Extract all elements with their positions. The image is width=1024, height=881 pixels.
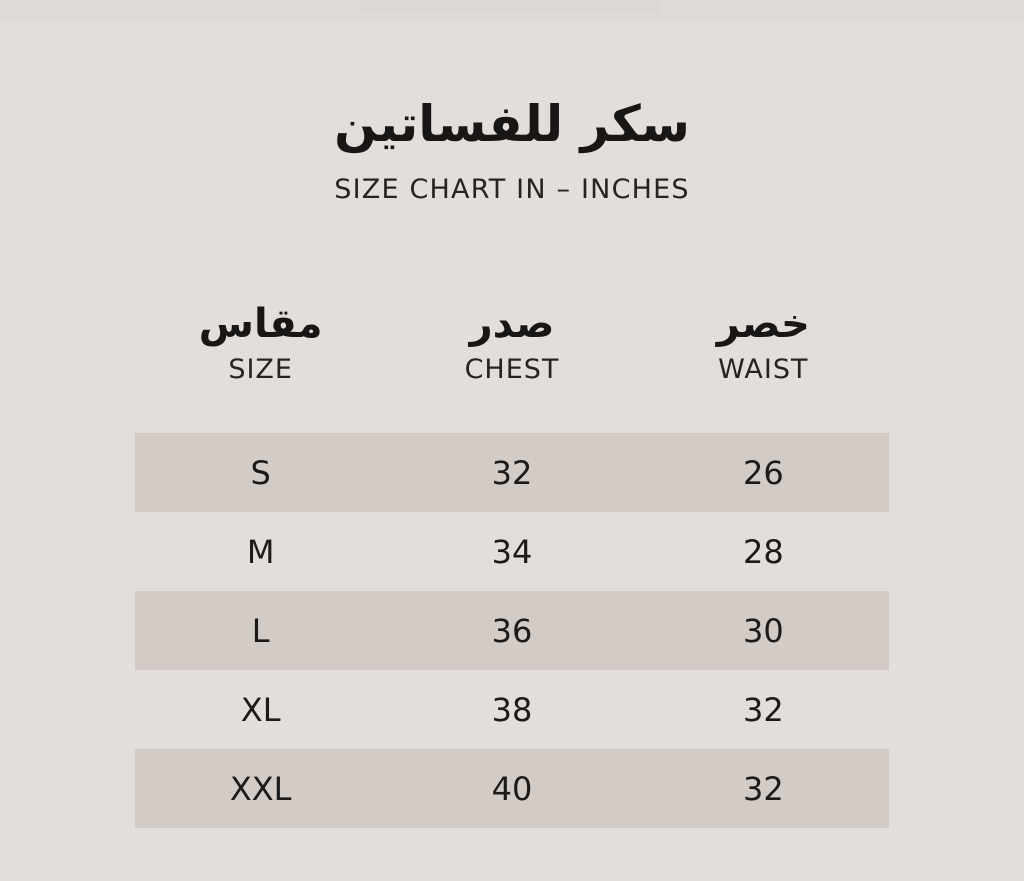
page-title: سكر للفساتين <box>334 95 690 153</box>
size-table <box>0 300 1024 828</box>
cell-waist: 32 <box>742 690 784 729</box>
cell-size: M <box>246 532 275 571</box>
column-header-waist-en: WAIST <box>718 354 809 385</box>
top-strip-ghost <box>360 0 660 14</box>
cell-waist: 30 <box>742 611 784 650</box>
table-row <box>135 433 889 512</box>
column-header-size-en: SIZE <box>228 354 293 385</box>
cell-chest: 38 <box>491 690 533 729</box>
table-row <box>135 512 889 591</box>
cell-size: XXL <box>229 769 292 808</box>
table-row <box>135 591 889 670</box>
table-body <box>0 433 1024 828</box>
cell-waist: 28 <box>742 532 784 571</box>
column-header-waist <box>638 300 889 385</box>
cell-size: XL <box>240 690 281 729</box>
cell-chest: 40 <box>491 769 533 808</box>
cell-waist: 26 <box>742 453 784 492</box>
cell-chest: 34 <box>491 532 533 571</box>
cell-size: S <box>250 453 271 492</box>
column-header-waist-ar: خصر <box>716 301 810 347</box>
table-row <box>135 749 889 828</box>
column-header-chest-ar: صدر <box>469 301 555 347</box>
cell-waist: 32 <box>742 769 784 808</box>
cell-chest: 32 <box>491 453 533 492</box>
cell-chest: 36 <box>491 611 533 650</box>
chart-header <box>0 96 1024 205</box>
column-header-size <box>135 300 386 385</box>
column-header-chest <box>386 300 637 385</box>
top-strip <box>0 0 1024 22</box>
cell-size: L <box>251 611 270 650</box>
table-header-row <box>135 300 889 385</box>
column-header-size-ar: مقاس <box>198 301 323 347</box>
page-subtitle: SIZE CHART IN – INCHES <box>334 173 690 205</box>
column-header-chest-en: CHEST <box>464 354 560 385</box>
table-row <box>135 670 889 749</box>
